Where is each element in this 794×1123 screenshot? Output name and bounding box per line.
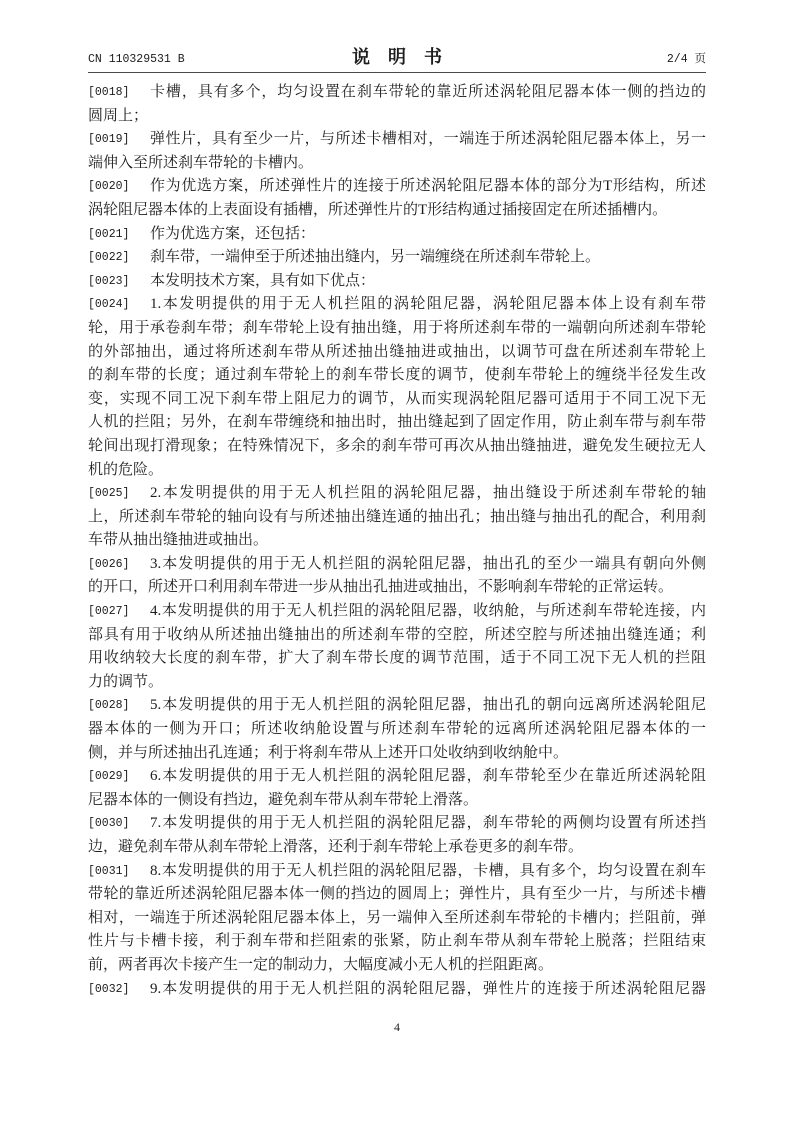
paragraph-0027 [88,600,706,694]
paragraph-line: 卡槽，具有多个，均匀设置在刹车带轮的靠近所述涡轮阻尼器本体一侧的挡边的 [150,84,706,100]
paragraph-0029 [88,765,706,812]
paragraph-line: 5.本发明提供的用于无人机拦阻的涡轮阻尼器，抽出孔的朝向远离所述涡轮阻尼 [150,697,706,714]
paragraph-line: 的开口，所述开口利用刹车带进一步从抽出孔抽进或抽出，不影响刹车带轮的正常运转。 [88,579,674,596]
paragraph-line: 3.本发明提供的用于无人机拦阻的涡轮阻尼器，抽出孔的至少一端具有朝向外侧 [150,555,706,572]
paragraph-0031 [88,860,706,978]
paragraph-0030 [88,812,706,859]
paragraph-line: 器本体的一侧为开口；所述收纳舱设置与所述刹车带轮的远离所述涡轮阻尼器本体的一 [88,721,706,738]
paragraph-number: [0018] [88,86,130,99]
paragraph-number: [0028] [88,699,130,713]
paragraph-line: 作为优选方案，还包括： [150,225,316,242]
paragraph-line: 前，两者再次卡接产生一定的制动力，大幅度减小无人机的拦阻距离。 [88,956,554,973]
paragraph-0024 [88,293,706,482]
paragraph-line: 的外部抽出，通过将所述刹车带从所述抽出缝抽进或抽出，以调节可盘在所述刹车带轮上 [88,343,706,360]
document-body [88,81,706,1001]
paragraph-0018 [88,81,706,128]
paragraph-line: 9.本发明提供的用于无人机拦阻的涡轮阻尼器，弹性片的连接于所述涡轮阻尼器 [150,980,706,997]
paragraph-line: 涡轮阻尼器本体的上表面设有插槽，所述弹性片的T形结构通过插接固定在所述插槽内。 [88,201,668,218]
paragraph-line: 相对，一端连于所述涡轮阻尼器本体上，另一端伸入至所述刹车带轮的卡槽内；拦阻前，弹 [88,909,706,926]
paragraph-line: 侧，并与所述抽出孔连通；利于将刹车带从上述开口处收纳到收纳舱中。 [88,744,569,761]
paragraph-line: 轮间出现打滑现象；在特殊情况下，多余的刹车带可再次从抽出缝抽进，避免发生硬拉无人 [88,437,706,454]
paragraph-0026 [88,553,706,600]
paragraph-line: 端伸入至所述刹车带轮的卡槽内。 [88,154,314,171]
paragraph-line: 本发明技术方案，具有如下优点： [150,272,376,289]
paragraph-line: 6.本发明提供的用于无人机拦阻的涡轮阻尼器，刹车带轮至少在靠近所述涡轮阻 [150,768,706,785]
paragraph-line: 人机的拦阻；另外，在刹车带缠绕和抽出时，抽出缝起到了固定作用，防止刹车带与刹车带 [88,414,706,431]
paragraph-line: 部具有用于收纳从所述抽出缝抽出的所述刹车带的空腔，所述空腔与所述抽出缝连通；利 [88,626,706,643]
paragraph-line: 力的调节。 [88,673,164,690]
patent-number: CN 110329531 B [88,53,185,66]
paragraph-0023 [88,270,706,294]
paragraph-line: 变，实现不同工况下刹车带上阻尼力的调节，从而实现涡轮阻尼器可适用于不同工况下无 [88,390,706,407]
paragraph-line: 上，所述刹车带轮的轴向设有与所述抽出缝连通的抽出孔；抽出缝与抽出孔的配合，利用刹 [88,508,706,525]
paragraph-0028 [88,694,706,765]
paragraph-number: [0032] [88,982,130,996]
paragraph-line: 轮，用于承卷刹车带；刹车带轮上设有抽出缝，用于将所述刹车带的一端朝向所述刹车带轮 [88,319,706,336]
page-title: 说明书 [352,47,460,68]
paragraph-line: 2.本发明提供的用于无人机拦阻的涡轮阻尼器，抽出缝设于所述刹车带轮的轴 [150,485,706,502]
paragraph-line: 1.本发明提供的用于无人机拦阻的涡轮阻尼器，涡轮阻尼器本体上设有刹车带 [150,296,706,313]
paragraph-number: [0020] [88,180,130,194]
paragraph-0021 [88,223,706,247]
paragraph-line: 车带从抽出缝抽进或抽出。 [88,532,269,549]
paragraph-number: [0031] [88,864,130,878]
paragraph-line: 带轮的靠近所述涡轮阻尼器本体一侧的挡边的圆周上；弹性片，具有至少一片，与所述卡槽 [88,886,706,903]
paragraph-number: [0027] [88,605,130,619]
paragraph-line: 机的危险。 [88,461,164,478]
paragraph-number: [0022] [88,251,130,265]
paragraph-number: [0030] [88,817,130,831]
paragraph-line: 7.本发明提供的用于无人机拦阻的涡轮阻尼器，刹车带轮的两侧均设置有所述挡 [150,815,706,832]
paragraph-line: 4.本发明提供的用于无人机拦阻的涡轮阻尼器，收纳舱，与所述刹车带轮连接，内 [150,603,706,620]
paragraph-0019 [88,128,706,175]
paragraph-number: [0026] [88,557,130,571]
paragraph-number: [0025] [88,487,130,501]
paragraph-0020 [88,175,706,222]
paragraph-line: 尼器本体的一侧设有挡边，避免刹车带从刹车带轮上滑落。 [88,791,479,808]
paragraph-line: 刹车带，一端伸至于所述抽出缝内，另一端缠绕在所述刹车带轮上。 [150,249,601,266]
paragraph-line: 用收纳较大长度的刹车带，扩大了刹车带长度的调节范围，适于不同工况下无人机的拦阻 [88,650,706,667]
paragraph-line: 性片与卡槽卡接，利于刹车带和拦阻索的张紧，防止刹车带从刹车带轮上脱落；拦阻结束 [88,933,706,950]
paragraph-line: 弹性片，具有至少一片，与所述卡槽相对，一端连于所述涡轮阻尼器本体上，另一 [150,131,706,148]
header-divider [88,72,706,73]
paragraph-line: 8.本发明提供的用于无人机拦阻的涡轮阻尼器，卡槽，具有多个，均匀设置在刹车 [150,862,706,879]
paragraph-line: 圆周上； [88,107,149,124]
paragraph-0022 [88,246,706,270]
paragraph-line: 作为优选方案，所述弹性片的连接于所述涡轮阻尼器本体的部分为T形结构，所述 [150,178,706,195]
paragraph-line: 的刹车带的长度；通过刹车带轮上的刹车带长度的调节，使刹车带轮上的缠绕半径发生改 [88,367,706,384]
page-count: 2/4 页 [666,53,706,66]
paragraph-0025 [88,482,706,553]
paragraph-line: 边，避免刹车带从刹车带轮上滑落，还利于刹车带轮上承卷更多的刹车带。 [88,839,584,855]
footer-page-number: 4 [394,1020,400,1034]
paragraph-number: [0029] [88,770,130,784]
paragraph-0032 [88,978,706,1002]
paragraph-number: [0024] [88,298,130,312]
paragraph-number: [0019] [88,133,130,147]
paragraph-number: [0021] [88,227,130,241]
paragraph-number: [0023] [88,274,130,288]
